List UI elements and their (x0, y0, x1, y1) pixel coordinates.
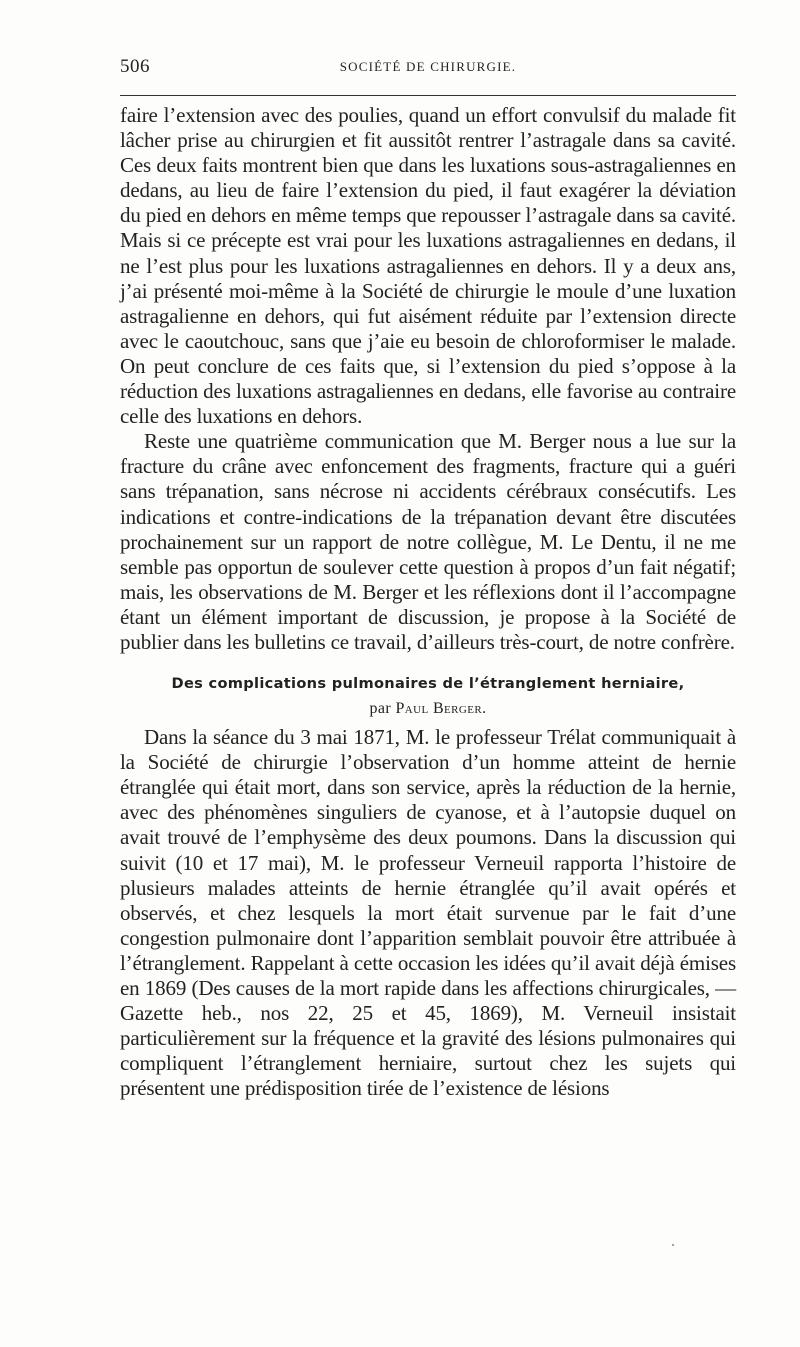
paragraph-section-body: Dans la séance du 3 mai 1871, M. le professeur Trélat communiquait à la Société de chirurgie l’observation d’un homme atteint de hernie étranglée qui était mort, dans son service, après la réduction de la hernie, avec des phénomènes singuliers de cyanose, et à l’autopsie duquel on avait trouvé de l’emphysème des deux poumons. Dans la discussion qui suivit (10 et 17 mai), M. le professeur Verneuil rapporta l’histoire de plusieurs malades atteints de hernie étranglée qu’il avait opérés et observés, et chez lesquels la mort était survenue par le fait d’une congestion pulmonaire dont l’apparition semblait pouvoir être attribuée à l’étranglement. Rappelant à cette occasion les idées qu’il avait déjà émises en 1869 (Des causes de la mort rapide dans les affections chirurgicales, — Gazette heb., nos 22, 25 et 45, 1869), M. Verneuil insistait particulièrement sur la fréquence et la gravité des lésions pulmonaires qui compliquent l’étranglement herniaire, surtout chez les sujets qui présentent une prédisposition tirée de l’existence de lésions (120, 725, 736, 1101)
paragraph-berger-communication: Reste une quatrième communication que M. Berger nous a lue sur la fracture du crâne avec enfoncement des fragments, fracture qui a guéri sans trépanation, sans nécrose ni accidents cérébraux consécutifs. Les indications et contre-indications de la trépanation devant être discutées prochainement sur un rapport de notre collègue, M. Le Dentu, il ne me semble pas opportun de soulever cette question à propos d’un fait négatif; mais, les observations de M. Berger et les réflexions dont il l’accompagne étant un élément important de discussion, je propose à la Société de publier dans les bulletins ce travail, d’ailleurs très-court, de notre confrère. (120, 429, 736, 654)
page-number: 506 (120, 56, 150, 77)
page-body (120, 103, 736, 1101)
header-rule (120, 95, 736, 96)
section-heading: Des complications pulmonaires de l’étranglement herniaire, (171, 675, 685, 693)
section-author (120, 697, 736, 721)
page-header (120, 56, 736, 80)
running-title: SOCIÉTÉ DE CHIRURGIE. (339, 59, 517, 74)
paragraph-continued: faire l’extension avec des poulies, quand un effort convulsif du malade fit lâcher prise au chirurgien et fit aussitôt rentrer l’astragale dans sa cavité. Ces deux faits montrent bien que dans les luxations sous-astragaliennes en dedans, au lieu de faire l’extension du pied, il faut exagérer la déviation du pied en dehors en même temps que repousser l’astragale dans sa cavité. Mais si ce précepte est vrai pour les luxations astragaliennes en dedans, il ne l’est plus pour les luxations astragaliennes en dehors. Il y a deux ans, j’ai présenté moi-même à la Société de chirurgie le moule d’une luxation astragalienne en dehors, qui fut aisément réduite par l’extension directe avec le caoutchouc, sans que j’aie eu besoin de chloroformiser le malade. On peut conclure de ces faits que, si l’extension du pied s’oppose à la réduction des luxations astragaliennes en dedans, elle favorise au contraire celle des luxations en dehors. (120, 103, 736, 429)
author-prefix: par (369, 700, 396, 718)
author-name: Paul Berger. (395, 700, 487, 718)
print-speck (672, 1244, 674, 1246)
